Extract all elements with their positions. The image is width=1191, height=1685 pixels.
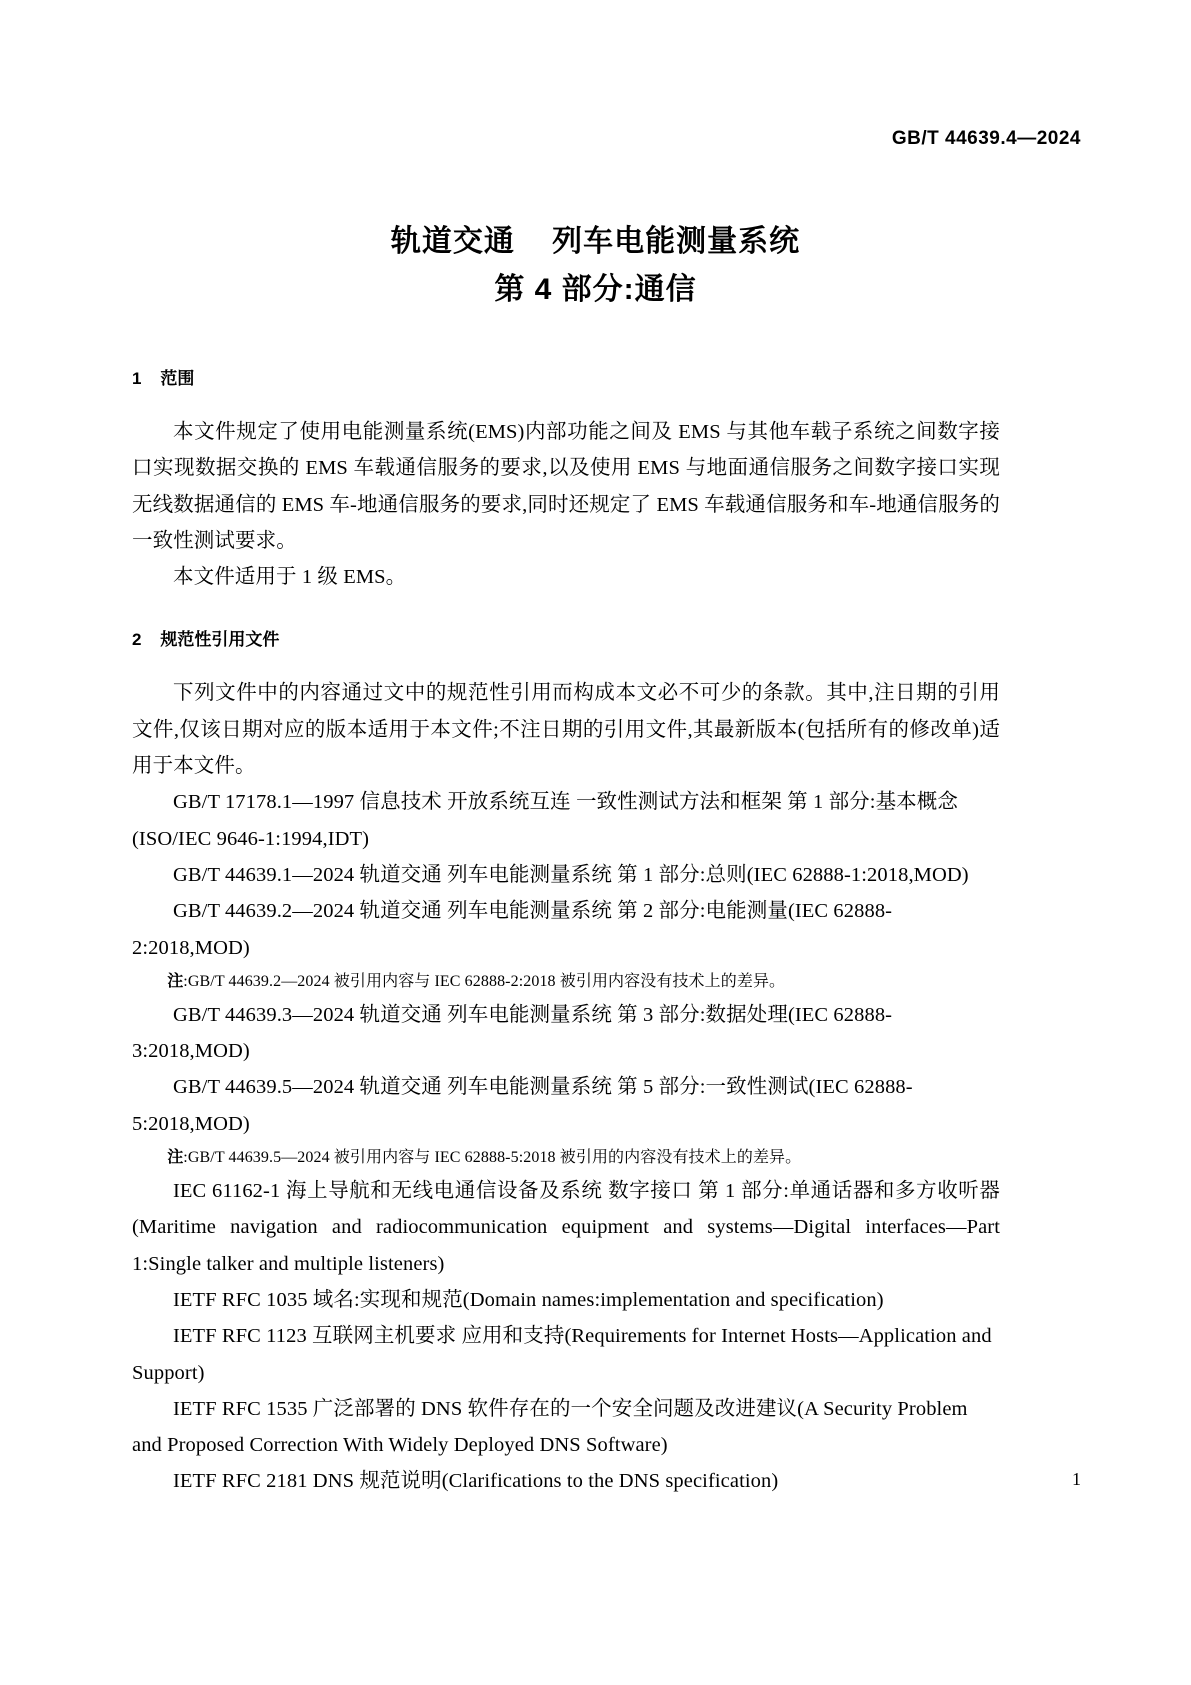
document-title xyxy=(0,218,1191,314)
page-number: 1 xyxy=(1072,1469,1081,1489)
scope-paragraph-2: 本文件适用于 1 级 EMS。 xyxy=(173,566,407,589)
reference-entry: GB/T 44639.5—2024 轨道交通 列车电能测量系统 第 5 部分:一致性测试(IEC 62888-5:2018,MOD) xyxy=(132,1076,913,1135)
reference-note-label: 注 xyxy=(167,972,184,990)
reference-entry: IETF RFC 1535 广泛部署的 DNS 软件存在的一个安全问题及改进建议(A Security Problem and Proposed Correction With Widely Deployed DNS Software) xyxy=(132,1397,968,1457)
spacer xyxy=(132,595,1000,629)
document-body xyxy=(132,368,1000,1500)
document-title-line-1: 轨道交通 列车电能测量系统 xyxy=(390,225,801,258)
reference-entry: IETF RFC 1123 互联网主机要求 应用和支持(Requirements for Internet Hosts—Application and Support) xyxy=(132,1325,992,1384)
reference-entry: GB/T 17178.1—1997 信息技术 开放系统互连 一致性测试方法和框架 第 1 部分:基本概念(ISO/IEC 9646-1:1994,IDT) xyxy=(132,791,958,850)
reference-entry: IETF RFC 1035 域名:实现和规范(Domain names:implementation and specification) xyxy=(173,1288,884,1311)
running-header-standard-number: GB/T 44639.4—2024 xyxy=(891,128,1081,149)
section-heading-scope: 1 范围 xyxy=(132,369,195,388)
reference-entry: GB/T 44639.2—2024 轨道交通 列车电能测量系统 第 2 部分:电能测量(IEC 62888-2:2018,MOD) xyxy=(132,900,893,959)
reference-entry: GB/T 44639.1—2024 轨道交通 列车电能测量系统 第 1 部分:总则(IEC 62888-1:2018,MOD) xyxy=(173,863,969,886)
reference-note-text: :GB/T 44639.5—2024 被引用内容与 IEC 62888-5:2018 被引用的内容没有技术上的差异。 xyxy=(183,1149,802,1167)
reference-entry: GB/T 44639.3—2024 轨道交通 列车电能测量系统 第 3 部分:数据处理(IEC 62888-3:2018,MOD) xyxy=(132,1003,893,1063)
spacer xyxy=(132,390,1000,414)
reference-entry: IETF RFC 2181 DNS 规范说明(Clarifications to the DNS specification) xyxy=(173,1470,779,1493)
normative-references-intro: 下列文件中的内容通过文中的规范性引用而构成本文必不可少的条款。其中,注日期的引用文件,仅该日期对应的版本适用于本文件;不注日期的引用文件,其最新版本(包括所有的修改单)适用于本文件。 xyxy=(132,682,1000,778)
reference-note-text: :GB/T 44639.2—2024 被引用内容与 IEC 62888-2:2018 被引用内容没有技术上的差异。 xyxy=(183,972,786,990)
scope-paragraph-1: 本文件规定了使用电能测量系统(EMS)内部功能之间及 EMS 与其他车载子系统之间数字接口实现数据交换的 EMS 车载通信服务的要求,以及使用 EMS 与地面通信服务之间数字接口实现无线数据通信的 EMS 车-地通信服务的要求,同时还规定了 EMS 车载通信服务和车-地通信服务的一致性测试要求。 xyxy=(132,421,1000,552)
reference-entry: IEC 61162-1 海上导航和无线电通信设备及系统 数字接口 第 1 部分:单通话器和多方收听器(Maritime navigation and radiocommunication equipment and systems—Digital interfaces—Part 1:Single talker and multiple listeners) xyxy=(132,1180,1000,1275)
section-heading-normative-references: 2 规范性引用文件 xyxy=(132,630,280,650)
reference-note-label: 注 xyxy=(167,1149,184,1167)
reference-note xyxy=(132,966,1000,997)
document-title-line-2: 第 4 部分:通信 xyxy=(494,273,697,306)
spacer xyxy=(132,651,1000,675)
reference-note xyxy=(132,1142,1000,1173)
